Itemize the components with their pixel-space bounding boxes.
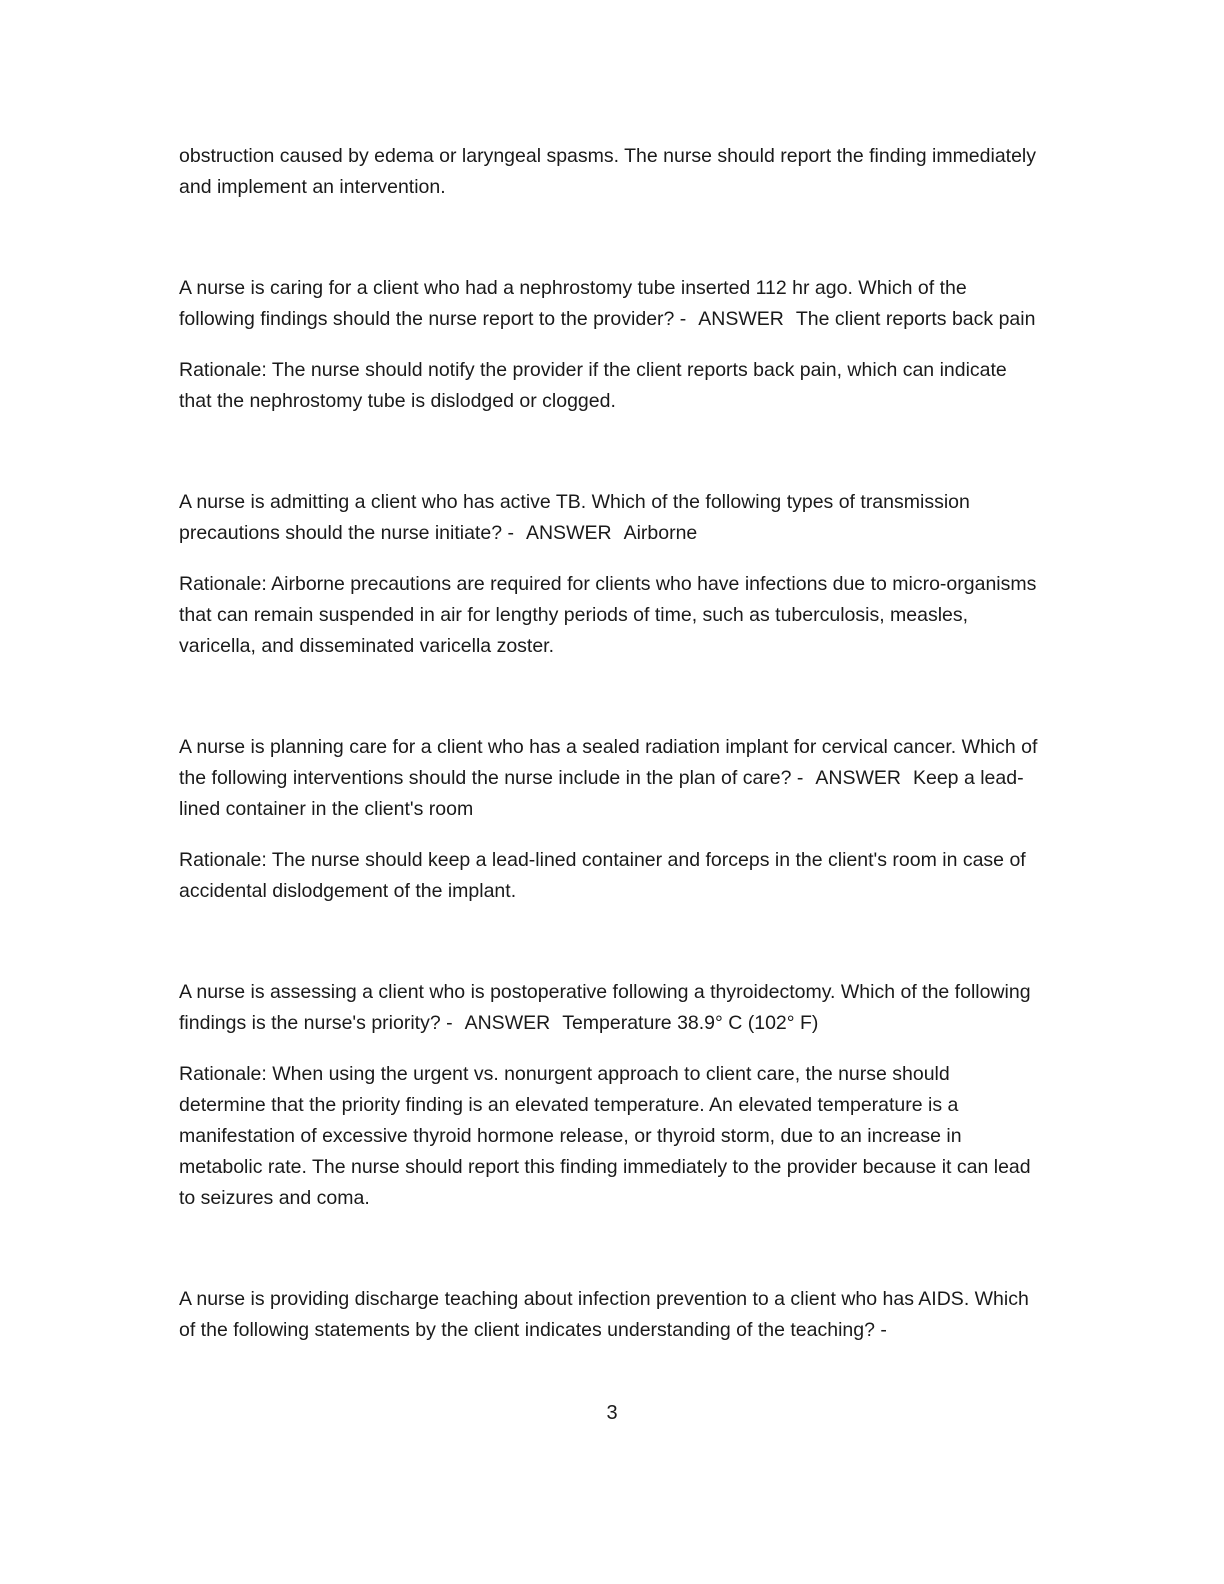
question-text bbox=[179, 977, 1039, 1039]
answer-text: Keep a lead-lined container in the client's room bbox=[179, 767, 1024, 820]
qa-item bbox=[179, 487, 1039, 662]
answer-label: ANSWER bbox=[525, 522, 612, 544]
question-body: A nurse is caring for a client who had a nephrostomy tube inserted 112 hr ago. Which of the following findings should the nurse report to the provider? - bbox=[179, 277, 967, 330]
qa-item bbox=[179, 273, 1039, 417]
question-text: A nurse is providing discharge teaching about infection prevention to a client who has AIDS. Which of the following statements by the client indicates understanding of the teaching? - bbox=[179, 1288, 1029, 1341]
question-body: A nurse is assessing a client who is postoperative following a thyroidectomy. Which of the following findings is the nurse's priority? - bbox=[179, 981, 1031, 1034]
question-body: A nurse is admitting a client who has active TB. Which of the following types of transmission precautions should the nurse initiate? - bbox=[179, 491, 970, 544]
spacer bbox=[179, 203, 1039, 273]
question-text bbox=[179, 273, 1039, 335]
spacer bbox=[179, 907, 1039, 977]
answer-text: Airborne bbox=[623, 522, 698, 544]
rationale-text: Rationale: Airborne precautions are required for clients who have infections due to micro-organisms that can remain suspended in air for lengthy periods of time, such as tuberculosis, measles, varicella, and disseminated varicella zoster. bbox=[179, 573, 1037, 657]
answer-text: The client reports back pain bbox=[795, 308, 1036, 330]
rationale-text: Rationale: The nurse should keep a lead-lined container and forceps in the client's room in case of accidental dislodgement of the implant. bbox=[179, 849, 1026, 902]
question-body: A nurse is planning care for a client who has a sealed radiation implant for cervical cancer. Which of the following interventions should the nurse include in the plan of care? - bbox=[179, 736, 1038, 789]
spacer bbox=[179, 662, 1039, 732]
qa-item bbox=[179, 977, 1039, 1214]
spacer bbox=[179, 417, 1039, 487]
answer-label: ANSWER bbox=[464, 1012, 551, 1034]
rationale-text: Rationale: When using the urgent vs. nonurgent approach to client care, the nurse should determine that the priority finding is an elevated temperature. An elevated temperature is a manifestation of excessive thyroid hormone release, or thyroid storm, due to an increase in metabolic rate. The nurse should report this finding immediately to the provider because it can lead to seizures and coma. bbox=[179, 1063, 1031, 1209]
question-text bbox=[179, 732, 1039, 825]
answer-label: ANSWER bbox=[815, 767, 901, 789]
continuation-text: obstruction caused by edema or laryngeal spasms. The nurse should report the finding immediately and implement an intervention. bbox=[179, 145, 1037, 198]
qa-item bbox=[179, 732, 1039, 907]
page-number: 3 bbox=[606, 1402, 618, 1424]
rationale-text: Rationale: The nurse should notify the provider if the client reports back pain, which can indicate that the nephrostomy tube is dislodged or clogged. bbox=[179, 359, 1007, 412]
spacer bbox=[179, 1039, 1039, 1059]
spacer bbox=[179, 335, 1039, 355]
document-page bbox=[179, 141, 1039, 1346]
spacer bbox=[179, 549, 1039, 569]
spacer bbox=[179, 1214, 1039, 1284]
answer-text: Temperature 38.9° C (102° F) bbox=[562, 1012, 819, 1034]
spacer bbox=[179, 825, 1039, 845]
answer-label: ANSWER bbox=[698, 308, 784, 330]
question-text bbox=[179, 487, 1039, 549]
